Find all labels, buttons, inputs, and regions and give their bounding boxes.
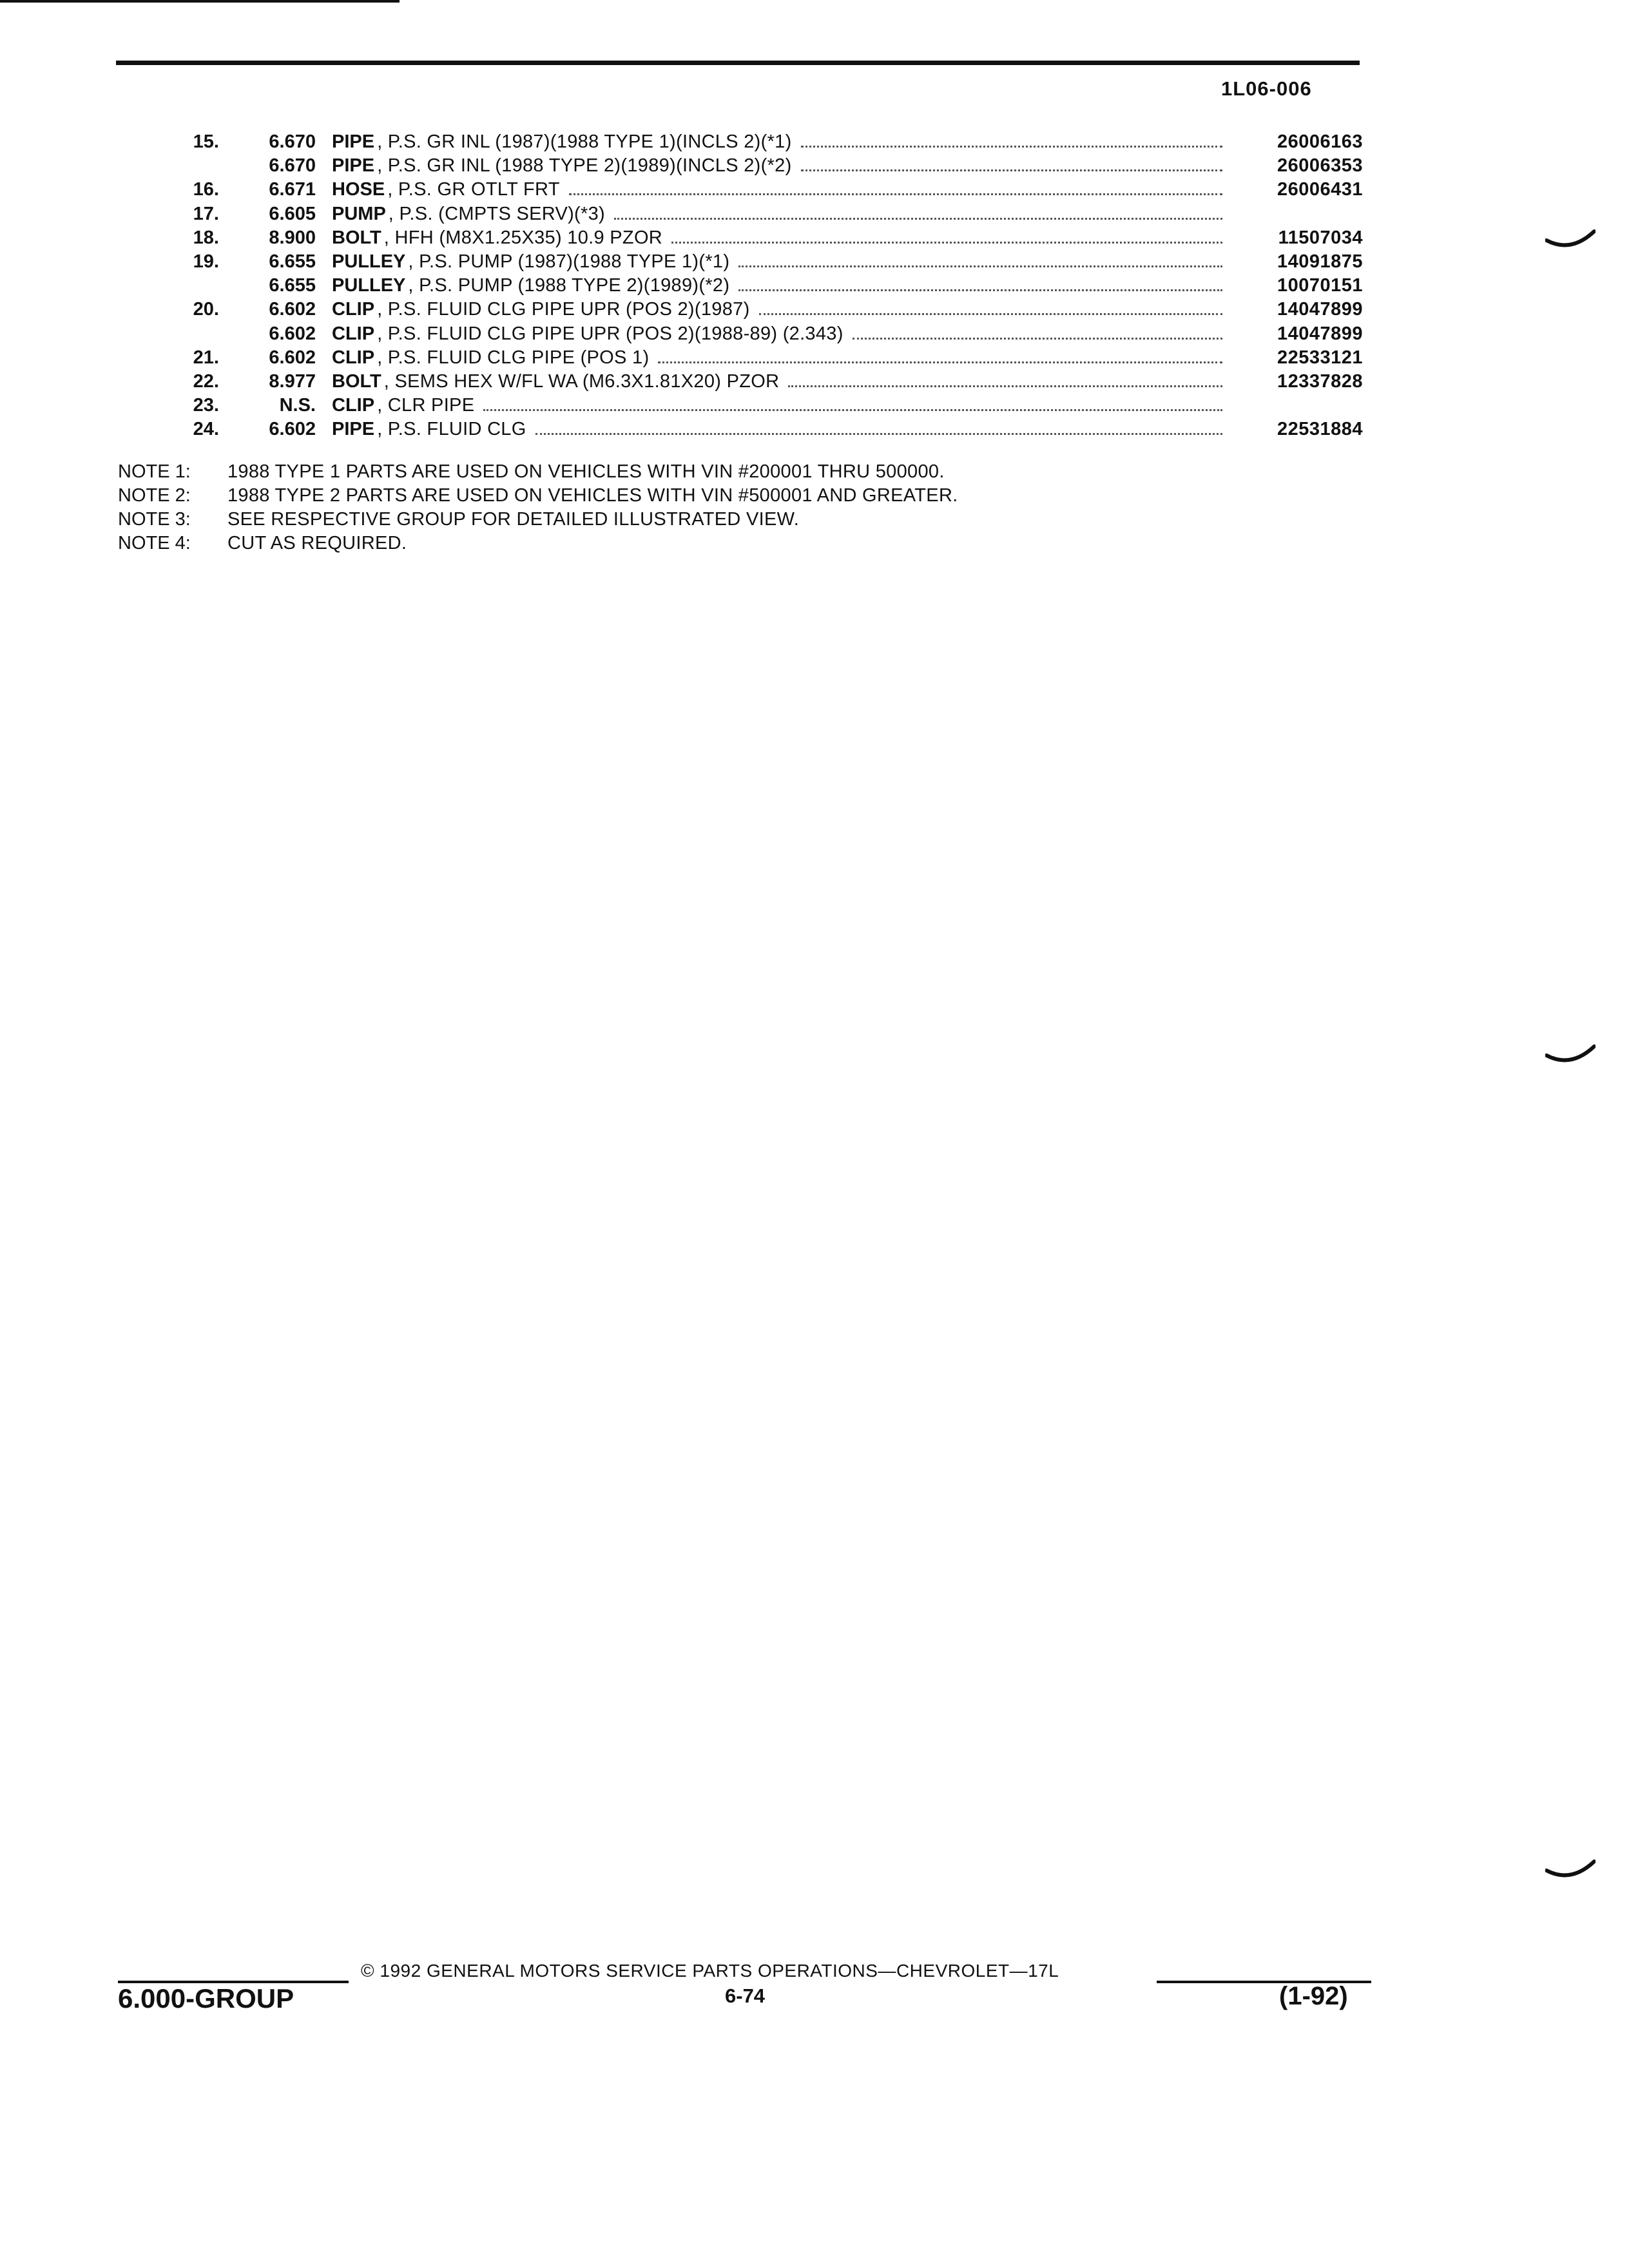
note-label: NOTE 1: — [118, 461, 191, 482]
part-description — [332, 370, 1228, 394]
part-group-number: 6.602 — [269, 299, 316, 320]
note-item — [118, 508, 958, 532]
part-detail: , P.S. PUMP (1988 TYPE 2)(1989)(*2) — [408, 275, 730, 296]
part-detail: , P.S. FLUID CLG PIPE (POS 1) — [377, 347, 650, 368]
part-detail: , P.S. GR INL (1987)(1988 TYPE 1)(INCLS 2)(*1) — [377, 131, 792, 152]
part-row — [0, 370, 1629, 394]
part-row — [0, 202, 1629, 226]
part-description — [332, 298, 1228, 322]
part-row — [0, 394, 1629, 418]
part-name: PIPE — [332, 419, 375, 440]
dot-leader — [738, 265, 1222, 267]
note-text: 1988 TYPE 2 PARTS ARE USED ON VEHICLES WITH VIN #500001 AND GREATER. — [227, 485, 958, 506]
note-text: 1988 TYPE 1 PARTS ARE USED ON VEHICLES WITH VIN #200001 THRU 500000. — [227, 461, 945, 482]
part-index: 22. — [193, 370, 219, 392]
page-code: 1L06-006 — [1221, 77, 1312, 100]
part-number: 14047899 — [1277, 299, 1363, 320]
part-group-number: 6.602 — [269, 323, 316, 344]
part-group-number: 6.671 — [269, 179, 316, 200]
part-detail: , P.S. GR INL (1988 TYPE 2)(1989)(INCLS 2)(*2) — [377, 155, 792, 177]
part-index: 17. — [193, 203, 219, 224]
footer-group-label: 6.000-GROUP — [118, 1983, 294, 2013]
part-description — [332, 226, 1228, 250]
part-row — [0, 250, 1629, 274]
part-description — [332, 346, 1228, 370]
part-name: PULLEY — [332, 275, 406, 296]
part-number: 12337828 — [1277, 370, 1363, 392]
dot-leader — [801, 146, 1222, 148]
dot-leader — [483, 409, 1222, 411]
part-group-number: 8.900 — [269, 227, 316, 248]
part-group-number: 6.602 — [269, 419, 316, 440]
part-group-number: N.S. — [279, 395, 316, 416]
part-index: 20. — [193, 299, 219, 320]
part-name: PULLEY — [332, 251, 406, 272]
note-label: NOTE 3: — [118, 509, 191, 530]
part-name: BOLT — [332, 227, 381, 248]
note-item — [118, 532, 958, 555]
part-number: 26006431 — [1277, 179, 1363, 200]
part-name: PUMP — [332, 203, 386, 224]
dot-leader — [535, 433, 1222, 435]
part-number: 14091875 — [1277, 251, 1363, 272]
part-index: 21. — [193, 347, 219, 368]
part-group-number: 6.602 — [269, 347, 316, 368]
part-index: 16. — [193, 179, 219, 200]
part-detail: , P.S. FLUID CLG PIPE UPR (POS 2)(1988-89) (2.343) — [377, 323, 843, 344]
dot-leader — [658, 361, 1222, 363]
part-detail: , P.S. GR OTLT FRT — [387, 179, 560, 200]
part-number: 10070151 — [1277, 275, 1363, 296]
dot-leader — [759, 313, 1222, 315]
part-name: BOLT — [332, 370, 381, 392]
part-row — [0, 274, 1629, 298]
note-text: SEE RESPECTIVE GROUP FOR DETAILED ILLUSTRATED VIEW. — [227, 509, 800, 530]
part-detail: , CLR PIPE — [377, 395, 475, 416]
footer-date-code: (1-92) — [1279, 1982, 1348, 2010]
dot-leader — [738, 289, 1222, 291]
binder-hole-mark — [1545, 1859, 1595, 1885]
dot-leader — [671, 242, 1222, 244]
footer-copyright: © 1992 GENERAL MOTORS SERVICE PARTS OPERATIONS—CHEVROLET—17L — [361, 1961, 1059, 1981]
note-label: NOTE 2: — [118, 485, 191, 506]
part-number: 26006353 — [1277, 155, 1363, 177]
part-name: PIPE — [332, 131, 375, 152]
dot-leader — [788, 385, 1222, 387]
note-item — [118, 460, 958, 484]
part-group-number: 8.977 — [269, 370, 316, 392]
part-detail: , P.S. (CMPTS SERV)(*3) — [388, 203, 605, 224]
dot-leader — [569, 193, 1222, 195]
part-number: 22533121 — [1277, 347, 1363, 368]
part-row — [0, 322, 1629, 346]
part-number: 22531884 — [1277, 419, 1363, 440]
part-row — [0, 418, 1629, 441]
note-label: NOTE 4: — [118, 533, 191, 553]
part-row — [0, 178, 1629, 202]
part-name: CLIP — [332, 323, 375, 344]
part-description — [332, 202, 1228, 226]
dot-leader — [614, 218, 1222, 220]
part-row — [0, 154, 1629, 178]
part-detail: , P.S. PUMP (1987)(1988 TYPE 1)(*1) — [408, 251, 730, 272]
part-number: 14047899 — [1277, 323, 1363, 344]
binder-hole-mark — [1545, 1044, 1595, 1070]
part-number: 26006163 — [1277, 131, 1363, 152]
binder-hole-mark — [1545, 229, 1595, 255]
part-name: CLIP — [332, 395, 375, 416]
part-group-number: 6.670 — [269, 131, 316, 152]
part-description — [332, 178, 1228, 202]
part-description — [332, 130, 1228, 154]
dot-leader — [853, 338, 1222, 340]
dot-leader — [801, 169, 1222, 171]
part-row — [0, 130, 1629, 154]
parts-list — [0, 130, 1629, 441]
part-group-number: 6.605 — [269, 203, 316, 224]
part-number: 11507034 — [1278, 227, 1363, 248]
part-name: CLIP — [332, 347, 375, 368]
note-item — [118, 484, 958, 508]
part-description — [332, 418, 1228, 441]
part-detail: , HFH (M8X1.25X35) 10.9 PZOR — [383, 227, 663, 248]
part-index: 15. — [193, 131, 219, 152]
part-group-number: 6.655 — [269, 275, 316, 296]
part-detail: , P.S. FLUID CLG — [377, 419, 526, 440]
part-group-number: 6.670 — [269, 155, 316, 177]
footer-page-number: 6-74 — [725, 1984, 766, 2007]
note-text: CUT AS REQUIRED. — [227, 533, 407, 553]
part-group-number: 6.655 — [269, 251, 316, 272]
part-index: 19. — [193, 251, 219, 272]
part-description — [332, 250, 1228, 274]
part-index: 24. — [193, 419, 219, 440]
notes-section — [118, 460, 958, 555]
part-description — [332, 154, 1228, 178]
part-index: 23. — [193, 395, 219, 416]
part-description — [332, 322, 1228, 346]
header-rule — [116, 61, 1360, 65]
part-name: PIPE — [332, 155, 375, 177]
part-detail: , P.S. FLUID CLG PIPE UPR (POS 2)(1987) — [377, 299, 750, 320]
part-index: 18. — [193, 227, 219, 248]
part-description — [332, 274, 1228, 298]
part-name: CLIP — [332, 299, 375, 320]
part-description — [332, 394, 1228, 418]
part-row — [0, 226, 1629, 250]
part-row — [0, 298, 1629, 322]
part-name: HOSE — [332, 179, 385, 200]
part-row — [0, 346, 1629, 370]
part-detail: , SEMS HEX W/FL WA (M6.3X1.81X20) PZOR — [383, 370, 780, 392]
top-corner-rule — [0, 0, 400, 3]
